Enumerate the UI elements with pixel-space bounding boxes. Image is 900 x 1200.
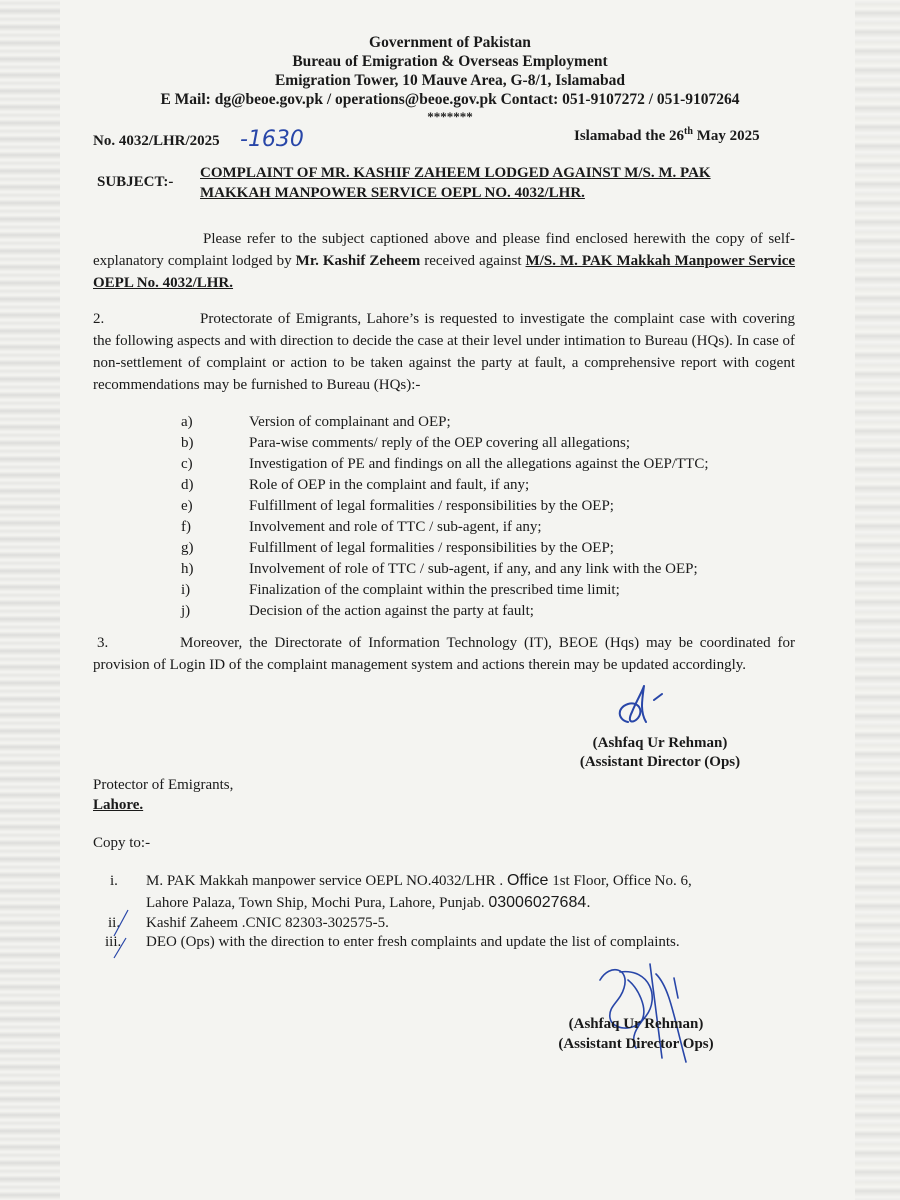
paragraph-2: 2. Protectorate of Emigrants, Lahore’s is requested to investigate the complaint case with covering the following aspects and with direction to decide the case at their level under intimation to Bureau (HQs). In case of non-settlement of complaint or action to be taken against the party at fault, a comprehensive report with cogent recommendations may be furnished to Bureau (HQs):- xyxy=(93,311,795,393)
paragraph-3: 3. Moreover, the Directorate of Information Technology (IT), BEOE (Hqs) may be coordinated for provision of Login ID of the complaint management system and actions therein may be updated accordingly. xyxy=(93,635,795,673)
header-line-4: E Mail: dg@beoe.gov.pk / operations@beoe.gov.pk Contact: 051-9107272 / 051-9107264 xyxy=(160,91,740,108)
list-item: e) Fulfillment of legal formalities / responsibilities by the OEP; xyxy=(181,498,614,514)
subject-line-1: COMPLAINT OF MR. KASHIF ZAHEEM LODGED AGAINST M/S. M. PAK xyxy=(200,165,711,181)
copy-to-item-1: i. M. PAK Makkah manpower service OEPL NO.4032/LHR . Office 1st Floor, Office No. 6, Lahore Palaza, Town Ship, Mochi Pura, Lahore, Punjab. 03006027684. xyxy=(110,872,692,911)
header-line-1: Government of Pakistan xyxy=(369,34,531,51)
copy-to-item-3: iii. DEO (Ops) with the direction to enter fresh complaints and update the list of complaints. xyxy=(105,934,680,950)
copy-to-label: Copy to:- xyxy=(93,835,151,851)
tick-marks xyxy=(112,908,132,960)
signatory-1-name: (Ashfaq Ur Rehman) xyxy=(592,735,728,751)
list-item: g) Fulfillment of legal formalities / responsibilities by the OEP; xyxy=(181,540,614,556)
list-item: h) Involvement of role of TTC / sub-agent, if any, and any link with the OEP; xyxy=(181,561,698,577)
header-line-2: Bureau of Emigration & Overseas Employment xyxy=(292,53,608,70)
copy-to-item-2: ii. Kashif Zaheem .CNIC 82303-302575-5. xyxy=(108,915,389,931)
reference-number: No. 4032/LHR/2025 xyxy=(93,133,220,149)
signatory-1-title: (Assistant Director (Ops) xyxy=(579,754,741,770)
subject-label: SUBJECT:- xyxy=(97,174,174,190)
list-item: d) Role of OEP in the complaint and fault, if any; xyxy=(181,477,530,493)
aspects-list xyxy=(181,412,781,622)
scan-edge-right xyxy=(855,0,900,1200)
signature-mark-1 xyxy=(610,682,680,734)
scan-edge-left xyxy=(0,0,60,1200)
addressee-line-2: Lahore. xyxy=(93,797,144,813)
subject-line-2: MAKKAH MANPOWER SERVICE OEPL NO. 4032/LHR. xyxy=(200,185,585,201)
header-stars: ******* xyxy=(427,109,473,124)
list-item: c) Investigation of PE and findings on all the allegations against the OEP/TTC; xyxy=(181,456,709,472)
header-line-3: Emigration Tower, 10 Mauve Area, G-8/1, Islamabad xyxy=(274,72,626,89)
list-item: i) Finalization of the complaint within the prescribed time limit; xyxy=(181,582,620,598)
list-item: b) Para-wise comments/ reply of the OEP covering all allegations; xyxy=(181,435,631,451)
list-item: a) Version of complainant and OEP; xyxy=(181,414,451,430)
document-date: Islamabad the 26th May 2025 xyxy=(574,126,760,144)
list-item: j) Decision of the action against the party at fault; xyxy=(181,603,534,619)
list-item: f) Involvement and role of TTC / sub-agent, if any; xyxy=(181,519,542,535)
addressee-line-1: Protector of Emigrants, xyxy=(93,777,234,793)
signatory-2-title: (Assistant Director Ops) xyxy=(558,1036,714,1052)
signatory-2-name: (Ashfaq Ur Rehman) xyxy=(568,1016,704,1032)
handwritten-dispatch-number: -1630 xyxy=(240,127,304,152)
paragraph-1: Please refer to the subject captioned above and please find enclosed herewith the copy of self-explanatory complaint lodged by Mr. Kashif Zeheem received against M/S. M. PAK Makkah Manpower Service OEPL No. 4032/LHR. xyxy=(93,231,796,291)
